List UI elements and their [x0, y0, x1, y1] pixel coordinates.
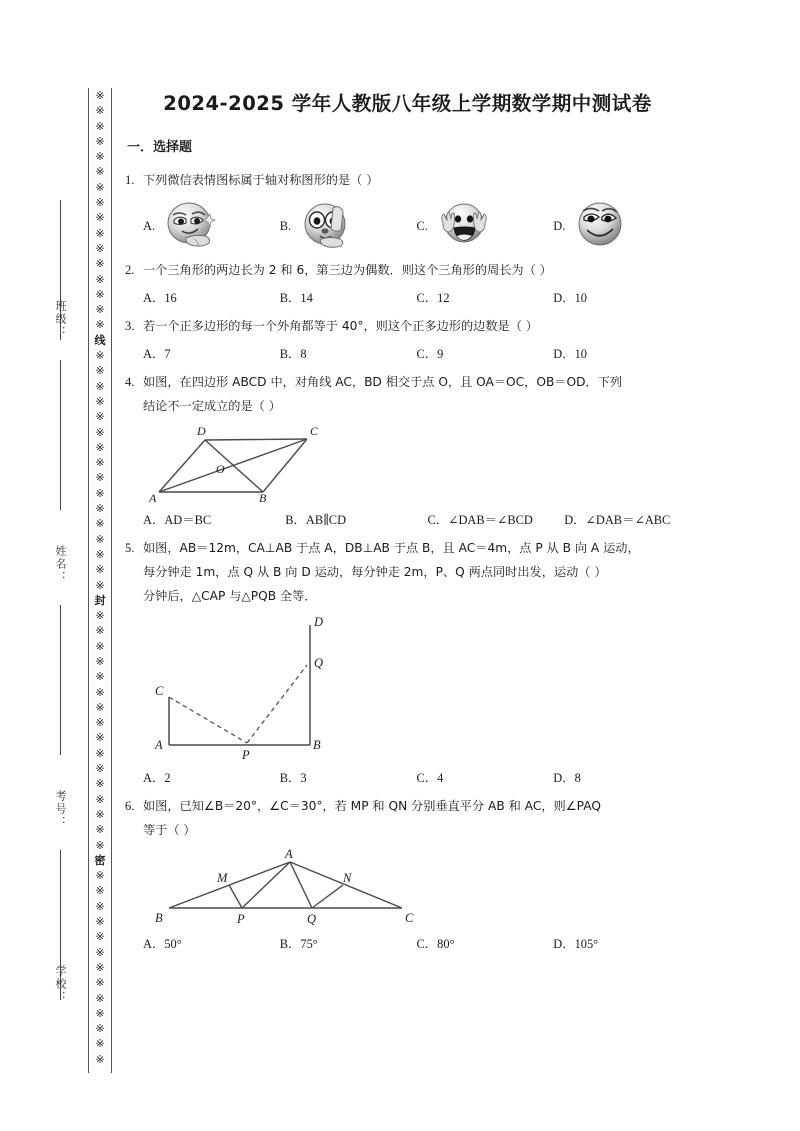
seal-mark: ※: [95, 899, 105, 913]
question-6-stem: [125, 794, 690, 818]
seal-mark: ※: [95, 364, 105, 378]
margin-rule: [60, 360, 61, 510]
option-d[interactable]: D．∠DAB＝∠ABC: [564, 513, 671, 527]
option-b[interactable]: B．3: [279, 771, 307, 785]
option-d-label: D.: [553, 218, 566, 233]
seal-mark: ※: [95, 425, 105, 439]
option-b[interactable]: B．8: [279, 347, 307, 361]
seal-mark: ※: [95, 716, 105, 730]
seal-mark: ※: [95, 532, 105, 546]
question-6-stem-cont: [125, 818, 690, 842]
figure-label-P: P: [242, 748, 250, 762]
option-a[interactable]: A．16: [143, 291, 177, 305]
question-5-text-line2: 每分钟走 1m，点 Q 从 B 向 D 运动，每分钟走 2m，P、Q 两点同时出发，运动（ ）: [143, 565, 607, 579]
laughing-hands-emoji: [437, 200, 491, 252]
field-label-class: 班级：: [54, 300, 67, 339]
triangle-perpendicular-bisectors-figure: [147, 846, 690, 928]
question-6-number: 6.: [125, 799, 135, 813]
figure-label-P: P: [237, 912, 245, 926]
seal-mark: ※: [95, 180, 105, 194]
option-b-label: B.: [279, 218, 292, 233]
seal-mark: ※: [95, 807, 105, 821]
figure-label-C: C: [405, 911, 414, 925]
seal-mark: ※: [95, 563, 105, 577]
question-3-options: [143, 344, 690, 362]
seal-mark: ※: [95, 884, 105, 898]
question-3-text: 若一个正多边形的每一个外角都等于 40°，则这个正多边形的边数是（ ）: [143, 319, 538, 333]
option-a[interactable]: [143, 200, 280, 252]
figure-label-B: B: [155, 911, 163, 925]
seal-mark: ※: [95, 639, 105, 653]
question-1-text: 下列微信表情图标属于轴对称图形的是（ ）: [143, 173, 379, 187]
field-label-examnum: 考号：: [54, 790, 67, 829]
option-c[interactable]: C．∠DAB＝∠BCD: [427, 513, 533, 527]
seal-mark: ※: [95, 1052, 105, 1066]
seal-mark: ※: [95, 150, 105, 164]
seal-mark: ※: [95, 945, 105, 959]
seal-mark: ※: [95, 486, 105, 500]
seal-mark: ※: [95, 502, 105, 516]
seal-mark: ※: [95, 456, 105, 470]
seal-mark: ※: [95, 89, 105, 102]
question-6-text-line2: 等于（ ）: [143, 823, 196, 837]
question-1-number: 1.: [125, 173, 135, 187]
seal-word: 密: [94, 853, 106, 867]
parallelogram-diagonals-figure: [147, 422, 690, 504]
option-c[interactable]: C．80°: [416, 937, 455, 951]
figure-label-Q: Q: [314, 656, 324, 670]
question-2-number: 2.: [125, 263, 135, 277]
seal-mark: ※: [95, 915, 105, 929]
figure-label-A: A: [155, 738, 163, 752]
question-5-number: 5.: [125, 541, 135, 555]
seal-mark: ※: [95, 1022, 105, 1036]
seal-word: 封: [94, 593, 106, 607]
seal-mark: ※: [95, 471, 105, 485]
figure-label-C: C: [310, 424, 319, 438]
question-5-text-line3: 分钟后，△CAP 与△PQB 全等．: [143, 589, 317, 603]
seal-mark: ※: [95, 762, 105, 776]
option-a[interactable]: A．7: [143, 347, 171, 361]
seal-mark: ※: [95, 272, 105, 286]
seal-mark: ※: [95, 379, 105, 393]
figure-label-B: B: [313, 738, 321, 752]
field-label-school: 学校：: [54, 965, 67, 1004]
seal-mark: ※: [95, 731, 105, 745]
seal-mark: ※: [95, 318, 105, 332]
seal-mark: ※: [95, 517, 105, 531]
option-c[interactable]: C．12: [416, 291, 450, 305]
question-4-text-line2: 结论不一定成立的是（ ）: [143, 399, 281, 413]
moving-points-right-angle-figure: [147, 612, 690, 762]
seal-mark: ※: [95, 104, 105, 118]
question-4-number: 4.: [125, 375, 135, 389]
question-1-options: [143, 200, 690, 252]
question-3-stem: [125, 314, 690, 338]
figure-label-B: B: [259, 491, 267, 504]
option-d[interactable]: D．10: [553, 291, 587, 305]
seal-mark: ※: [95, 1006, 105, 1020]
seal-mark: ※: [95, 303, 105, 317]
seal-mark: ※: [95, 823, 105, 837]
page-title: 2024-2025 学年人教版八年级上学期数学期中测试卷: [163, 92, 652, 115]
option-a-label: A.: [143, 218, 156, 233]
seal-mark: ※: [95, 226, 105, 240]
figure-label-A: A: [285, 847, 293, 861]
option-b[interactable]: B．14: [279, 291, 313, 305]
option-a[interactable]: A．50°: [143, 937, 182, 951]
option-a[interactable]: A．AD＝BC: [143, 513, 212, 527]
question-2: [125, 258, 690, 306]
seal-mark: ※: [95, 792, 105, 806]
seal-mark: ※: [95, 777, 105, 791]
question-6: [125, 794, 690, 952]
seal-mark: ※: [95, 654, 105, 668]
seal-mark: ※: [95, 838, 105, 852]
seal-mark: ※: [95, 976, 105, 990]
figure-label-M: M: [217, 871, 228, 885]
question-5-stem: [125, 536, 690, 560]
seal-mark-column: [88, 88, 112, 1073]
seal-mark: ※: [95, 134, 105, 148]
seal-mark: ※: [95, 547, 105, 561]
seal-mark: ※: [95, 1037, 105, 1051]
option-a[interactable]: A．2: [143, 771, 171, 785]
seal-mark: ※: [95, 349, 105, 363]
seal-mark: ※: [95, 119, 105, 133]
question-2-options: [143, 288, 690, 306]
option-b[interactable]: B．AB∥CD: [285, 513, 347, 527]
figure-label-C: C: [155, 684, 164, 698]
seal-mark: ※: [95, 165, 105, 179]
question-4-text-line1: 如图，在四边形 ABCD 中，对角线 AC，BD 相交于点 O，且 OA＝OC，OB＝OD．下列: [143, 375, 623, 389]
option-c[interactable]: C．9: [416, 347, 444, 361]
seal-mark: ※: [95, 609, 105, 623]
question-4-stem: [125, 370, 690, 394]
margin-rule: [60, 605, 61, 755]
option-d[interactable]: [553, 200, 690, 252]
question-1: [125, 168, 690, 252]
question-3-number: 3.: [125, 319, 135, 333]
seal-line-margin: [0, 0, 110, 1131]
option-b[interactable]: [280, 200, 417, 252]
seal-mark: ※: [95, 196, 105, 210]
option-d[interactable]: D．10: [553, 347, 587, 361]
question-6-options: [143, 934, 690, 952]
seal-mark: ※: [95, 685, 105, 699]
question-3: [125, 314, 690, 362]
seal-mark: ※: [95, 410, 105, 424]
option-c[interactable]: [417, 200, 554, 252]
seal-mark: ※: [95, 670, 105, 684]
seal-mark: ※: [95, 960, 105, 974]
question-4: [125, 370, 690, 528]
option-b[interactable]: B．75°: [279, 937, 318, 951]
option-d[interactable]: D．8: [553, 771, 581, 785]
figure-label-Q: Q: [307, 912, 317, 926]
question-2-text: 一个三角形的两边长为 2 和 6，第三边为偶数．则这个三角形的周长为（ ）: [143, 263, 552, 277]
question-5-stem-cont2: [125, 584, 690, 608]
seal-mark: ※: [95, 257, 105, 271]
question-4-options: [143, 510, 690, 528]
seal-word: 线: [94, 333, 106, 347]
seal-mark: ※: [95, 991, 105, 1005]
seal-mark: ※: [95, 211, 105, 225]
seal-mark: ※: [95, 394, 105, 408]
seal-mark: ※: [95, 869, 105, 883]
seal-mark: ※: [95, 578, 105, 592]
figure-label-D: D: [314, 615, 324, 629]
smirk-thinking-emoji: [164, 200, 218, 252]
seal-mark: ※: [95, 700, 105, 714]
section-heading: 一．选择题: [127, 140, 193, 155]
shocked-facepalm-emoji: [300, 200, 354, 252]
seal-mark: ※: [95, 440, 105, 454]
question-5-stem-cont: [125, 560, 690, 584]
question-4-stem-cont: [125, 394, 690, 418]
seal-mark: ※: [95, 241, 105, 255]
question-1-stem: [125, 168, 690, 192]
option-c-label: C.: [416, 218, 428, 233]
question-5-options: [143, 768, 690, 786]
figure-label-D: D: [197, 424, 206, 438]
option-c[interactable]: C．4: [416, 771, 444, 785]
seal-mark: ※: [95, 930, 105, 944]
question-2-stem: [125, 258, 690, 282]
option-d[interactable]: D．105°: [553, 937, 599, 951]
question-5: [125, 536, 690, 786]
figure-label-A: A: [149, 491, 157, 504]
figure-label-O: O: [216, 462, 225, 476]
seal-mark: ※: [95, 287, 105, 301]
question-5-text-line1: 如图，AB＝12m，CA⊥AB 于点 A，DB⊥AB 于点 B，且 AC＝4m，点 P 从 B 向 A 运动，: [143, 541, 640, 555]
seal-mark: ※: [95, 624, 105, 638]
question-6-text-line1: 如图，已知∠B＝20°，∠C＝30°，若 MP 和 QN 分别垂直平分 AB 和 AC，则∠PAQ: [143, 799, 601, 813]
field-label-name: 姓名：: [54, 545, 67, 584]
figure-label-N: N: [343, 871, 352, 885]
exam-paper: [125, 88, 690, 960]
seal-mark: ※: [95, 746, 105, 760]
smiling-squint-emoji: [574, 200, 628, 252]
